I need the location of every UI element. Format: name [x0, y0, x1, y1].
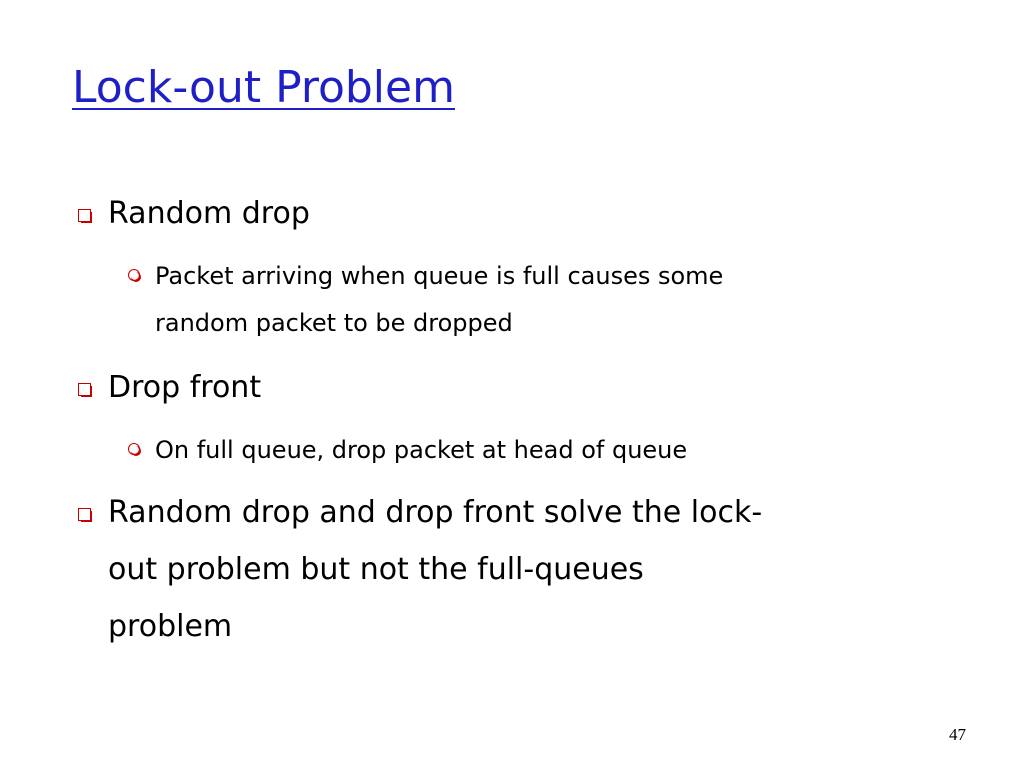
square-bullet-icon — [78, 383, 91, 396]
slide-title: Lock-out Problem — [72, 62, 455, 113]
sub-bullet-line: Packet arriving when queue is full causes some — [155, 262, 724, 290]
circle-bullet-icon — [128, 269, 140, 281]
sub-bullet-line: random packet to be dropped — [155, 309, 513, 337]
bullet-conclusion-line: Random drop and drop front solve the lock- — [108, 495, 763, 530]
circle-bullet-icon — [128, 443, 140, 455]
square-bullet-icon — [78, 209, 91, 222]
bullet-random-drop: Random drop — [108, 196, 310, 231]
bullet-conclusion-line: problem — [108, 609, 233, 644]
page-number: 47 — [949, 725, 966, 744]
bullet-conclusion-line: out problem but not the full-queues — [108, 552, 644, 587]
sub-bullet-line: On full queue, drop packet at head of queue — [155, 436, 688, 464]
bullet-drop-front: Drop front — [108, 370, 262, 405]
square-bullet-icon — [78, 508, 91, 521]
